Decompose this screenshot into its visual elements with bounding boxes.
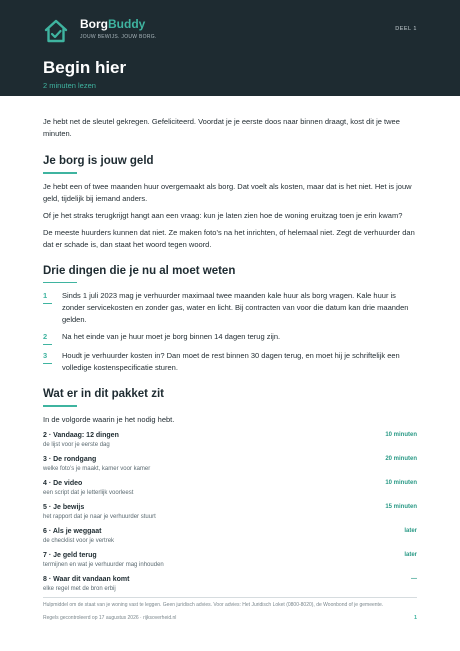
package-item <box>43 550 417 570</box>
package-item-time: — <box>411 575 417 582</box>
page-header <box>0 0 460 96</box>
package-item <box>43 478 417 498</box>
package-item-desc: de checklist voor je vertrek <box>43 537 115 544</box>
package-item-time: 20 minuten <box>385 455 417 462</box>
section-heading: Je borg is jouw geld <box>43 155 154 167</box>
brand <box>43 17 417 44</box>
item-number-text: 3 <box>43 351 48 360</box>
paragraph: De meeste huurders kunnen dat niet. Ze maken foto’s na het inrichten, of helemaal niet. Zegt de verhuurder dan dat er schade is, dan staat het woord tegen woord. <box>43 227 415 249</box>
package-item <box>43 526 417 546</box>
item-text: Na het einde van je huur moet je borg binnen 14 dagen terug zijn. <box>62 332 281 341</box>
package-item-time: 10 minuten <box>385 479 417 486</box>
item-text: Houdt je verhuurder kosten in? Dan moet de rest binnen 30 dagen terug, en moet hij je schriftelijk een volledige kostenspecificatie sturen. <box>62 351 400 372</box>
section-heading: Wat er in dit pakket zit <box>43 388 164 400</box>
numbered-list <box>43 290 417 374</box>
footer-disclaimer: Hulpmiddel om de staat van je woning vast te leggen. Geen juridisch advies. Voor advies: Het Juridisch Loket (0800-8020), de Woonbond of je gemeente. <box>43 602 384 608</box>
package-item-desc: de lijst voor je eerste dag <box>43 441 110 448</box>
brand-tagline: JOUW BEWIJS. JOUW BORG. <box>80 34 157 40</box>
package-item-time: later <box>404 527 417 534</box>
package-item-title: 6 · Als je weggaat <box>43 527 102 535</box>
number-underline <box>43 344 52 345</box>
package-item-desc: termijnen en wat je verhuurder mag inhouden <box>43 561 164 568</box>
package-item-time: 15 minuten <box>385 503 417 510</box>
item-number <box>43 290 62 326</box>
item-text: Sinds 1 juli 2023 mag je verhuurder maximaal twee maanden kale huur als borg vragen. Kale huur is zonder servicekosten en zonder gas, water en licht. Bij contracten van voor die datum kan drie maanden gelden. <box>62 291 409 324</box>
page-number: 1 <box>413 615 417 621</box>
item-number <box>43 331 62 345</box>
footer-meta: Regels gecontroleerd op 17 augustus 2026 · rijksoverheid.nl <box>43 615 177 621</box>
paragraph: Of je het straks terugkrijgt hangt aan een vraag: kun je laten zien hoe de woning eruitzag toen je erin kwam? <box>43 210 403 220</box>
list-item <box>43 331 417 345</box>
number-underline <box>43 303 52 304</box>
package-item <box>43 430 417 450</box>
page-title: Begin hier <box>43 58 127 77</box>
intro-paragraph: Je hebt net de sleutel gekregen. Gefeliciteerd. Voordat je je eerste doos naar binnen draagt, kost dit je twee minuten. <box>43 117 400 138</box>
package-item-desc: welke foto’s je maakt, kamer voor kamer <box>43 465 151 472</box>
package-item-desc: het rapport dat je naar je verhuurder stuurt <box>43 513 156 520</box>
footer-bottom <box>43 615 417 621</box>
list-item <box>43 350 417 374</box>
package-item-title: 8 · Waar dit vandaan komt <box>43 575 130 583</box>
item-number-text: 1 <box>43 291 48 300</box>
heading-underline <box>43 172 77 174</box>
house-check-icon <box>43 18 69 44</box>
package-item <box>43 574 417 594</box>
package-item-desc: een script dat je letterlijk voorleest <box>43 489 134 496</box>
package-item-time: 10 minuten <box>385 431 417 438</box>
paragraph: Je hebt een of twee maanden huur overgemaakt als borg. Dat voelt als kosten, maar dat is het niet. Het is jouw geld, tijdelijk bij iemand anders. <box>43 181 412 203</box>
package-item-title: 4 · De video <box>43 479 83 487</box>
section-package <box>43 387 417 594</box>
brand-name <box>80 17 157 32</box>
part-label: DEEL 1 <box>395 26 417 32</box>
package-item-time: later <box>404 551 417 558</box>
number-underline <box>43 363 52 364</box>
package-item <box>43 502 417 522</box>
section-heading: Drie dingen die je nu al moet weten <box>43 264 236 277</box>
package-item-title: 5 · Je bewijs <box>43 503 85 511</box>
brand-name-part1: Borg <box>80 17 108 31</box>
section-three-things <box>43 264 417 375</box>
package-item-title: 2 · Vandaag: 12 dingen <box>43 431 119 439</box>
item-number <box>43 350 62 374</box>
heading-underline <box>43 405 77 407</box>
page-content <box>0 96 460 594</box>
item-number-text: 2 <box>43 332 48 341</box>
package-item <box>43 454 417 474</box>
package-item-desc: elke regel met de bron erbij <box>43 585 116 592</box>
reading-time: 2 minuten lezen <box>43 81 96 90</box>
package-intro: In de volgorde waarin je het nodig hebt. <box>43 414 175 424</box>
page-footer <box>43 597 417 621</box>
brand-name-part2: Buddy <box>108 17 146 31</box>
package-item-title: 7 · Je geld terug <box>43 551 97 559</box>
section-deposit <box>43 154 417 251</box>
heading-underline <box>43 282 77 284</box>
package-item-title: 3 · De rondgang <box>43 455 97 463</box>
list-item <box>43 290 417 326</box>
